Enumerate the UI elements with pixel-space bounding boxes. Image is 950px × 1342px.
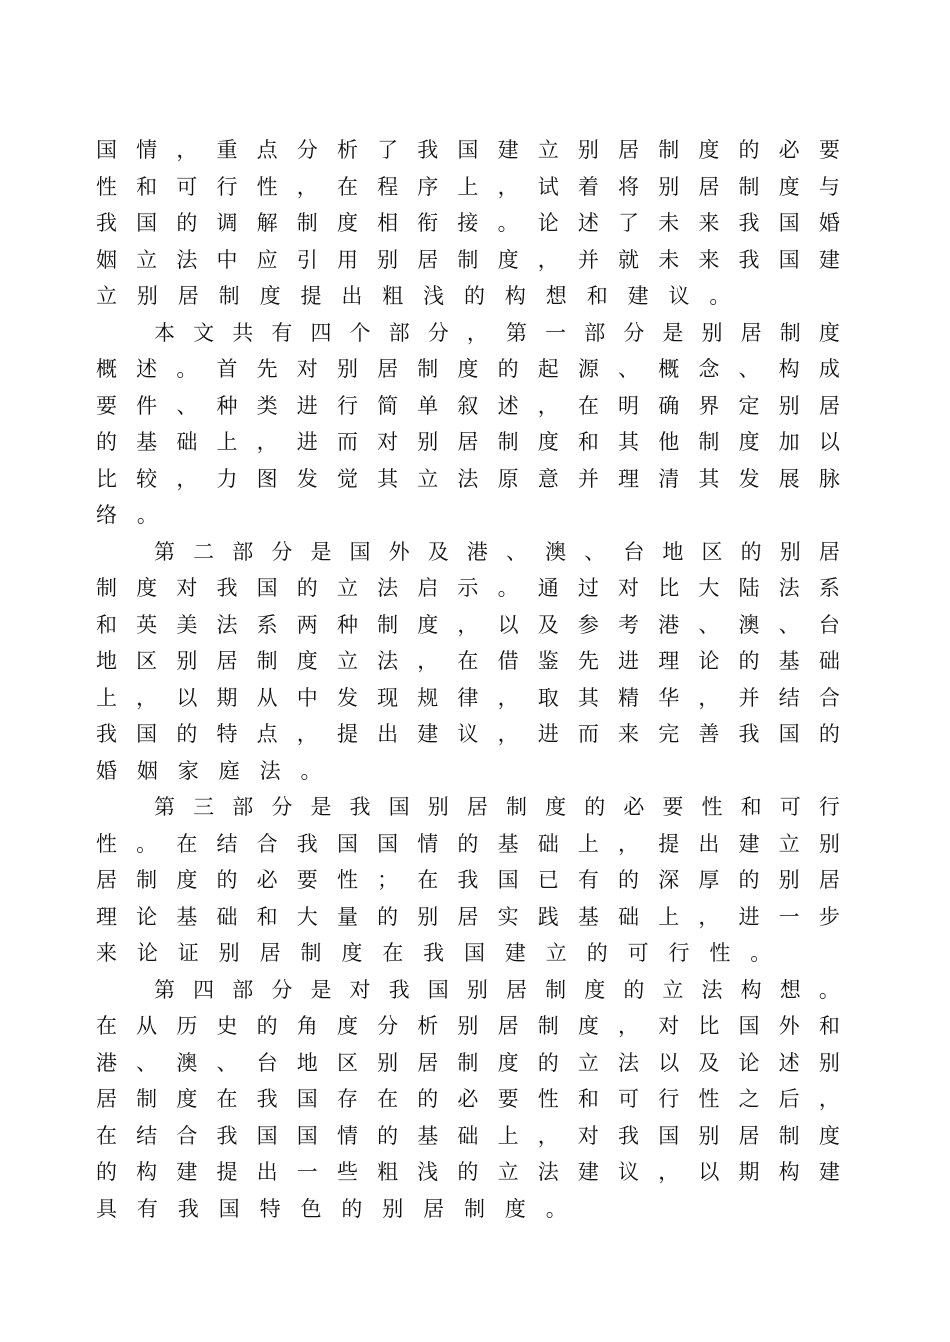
text-line: 姻 立 法 中 应 引 用 别 居 制 度 ， 并 就 未 来 我 国 建: [96, 247, 840, 272]
text-line: 居 制 度 的 必 要 性 ； 在 我 国 已 有 的 深 厚 的 别 居: [96, 868, 840, 892]
text-line: 地 区 别 居 制 度 立 法 ， 在 借 鉴 先 进 理 论 的 基 础: [96, 649, 840, 673]
text-line: 上 ， 以 期 从 中 发 现 规 律 ， 取 其 精 华 ， 并 结 合: [96, 685, 840, 710]
text-line: 来 论 证 别 居 制 度 在 我 国 建 立 的 可 行 性 。: [96, 941, 772, 965]
text-line: 性 。 在 结 合 我 国 国 情 的 基 础 上 ， 提 出 建 立 别: [96, 831, 840, 856]
text-line: 我 国 的 调 解 制 度 相 衔 接 。 论 述 了 未 来 我 国 婚: [96, 211, 840, 235]
text-line: 的 基 础 上 ， 进 而 对 别 居 制 度 和 其 他 制 度 加 以: [96, 430, 840, 454]
text-line: 婚 姻 家 庭 法 。: [96, 758, 322, 783]
paragraph-first-line: 第 三 部 分 是 我 国 别 居 制 度 的 必 要 性 和 可 行: [154, 795, 840, 819]
text-line: 和 英 美 法 系 两 种 制 度 ， 以 及 参 考 港 、 澳 、 台: [96, 612, 840, 637]
text-line: 具 有 我 国 特 色 的 别 居 制 度 。: [96, 1196, 567, 1221]
text-line: 性 和 可 行 性 ， 在 程 序 上 ， 试 着 将 别 居 制 度 与: [96, 174, 840, 199]
text-line: 制 度 对 我 国 的 立 法 启 示 。 通 过 对 比 大 陆 法 系: [96, 576, 840, 600]
text-line: 络 。: [96, 503, 158, 527]
text-line: 在 从 历 史 的 角 度 分 析 别 居 制 度 ， 对 比 国 外 和: [96, 1014, 840, 1038]
text-line: 立 别 居 制 度 提 出 粗 浅 的 构 想 和 建 议 。: [96, 284, 731, 308]
paragraph-first-line: 第 四 部 分 是 对 我 国 别 居 制 度 的 立 法 构 想 。: [154, 977, 840, 1002]
text-line: 要 件 、 种 类 进 行 简 单 叙 述 ， 在 明 确 界 定 别 居: [96, 393, 840, 418]
text-line: 比 较 ， 力 图 发 觉 其 立 法 原 意 并 理 清 其 发 展 脉: [96, 466, 840, 491]
paragraph-first-line: 本 文 共 有 四 个 部 分 ， 第 一 部 分 是 别 居 制 度: [154, 320, 840, 345]
text-line: 的 构 建 提 出 一 些 粗 浅 的 立 法 建 议 ， 以 期 构 建: [96, 1160, 840, 1184]
text-line: 港 、 澳 、 台 地 区 别 居 制 度 的 立 法 以 及 论 述 别: [96, 1050, 840, 1075]
body-text: [96, 132, 840, 1227]
text-line: 理 论 基 础 和 大 量 的 别 居 实 践 基 础 上 ， 进 一 步: [96, 904, 840, 929]
text-line: 国 情 ， 重 点 分 析 了 我 国 建 立 别 居 制 度 的 必 要: [96, 138, 840, 162]
text-line: 我 国 的 特 点 ， 提 出 建 议 ， 进 而 来 完 善 我 国 的: [96, 722, 840, 746]
text-line: 居 制 度 在 我 国 存 在 的 必 要 性 和 可 行 性 之 后 ，: [96, 1087, 840, 1111]
text-line: 在 结 合 我 国 国 情 的 基 础 上 ， 对 我 国 别 居 制 度: [96, 1123, 840, 1148]
text-line: 概 述 。 首 先 对 别 居 制 度 的 起 源 、 概 念 、 构 成: [96, 357, 840, 381]
paragraph-first-line: 第 二 部 分 是 国 外 及 港 、 澳 、 台 地 区 的 别 居: [154, 539, 840, 564]
